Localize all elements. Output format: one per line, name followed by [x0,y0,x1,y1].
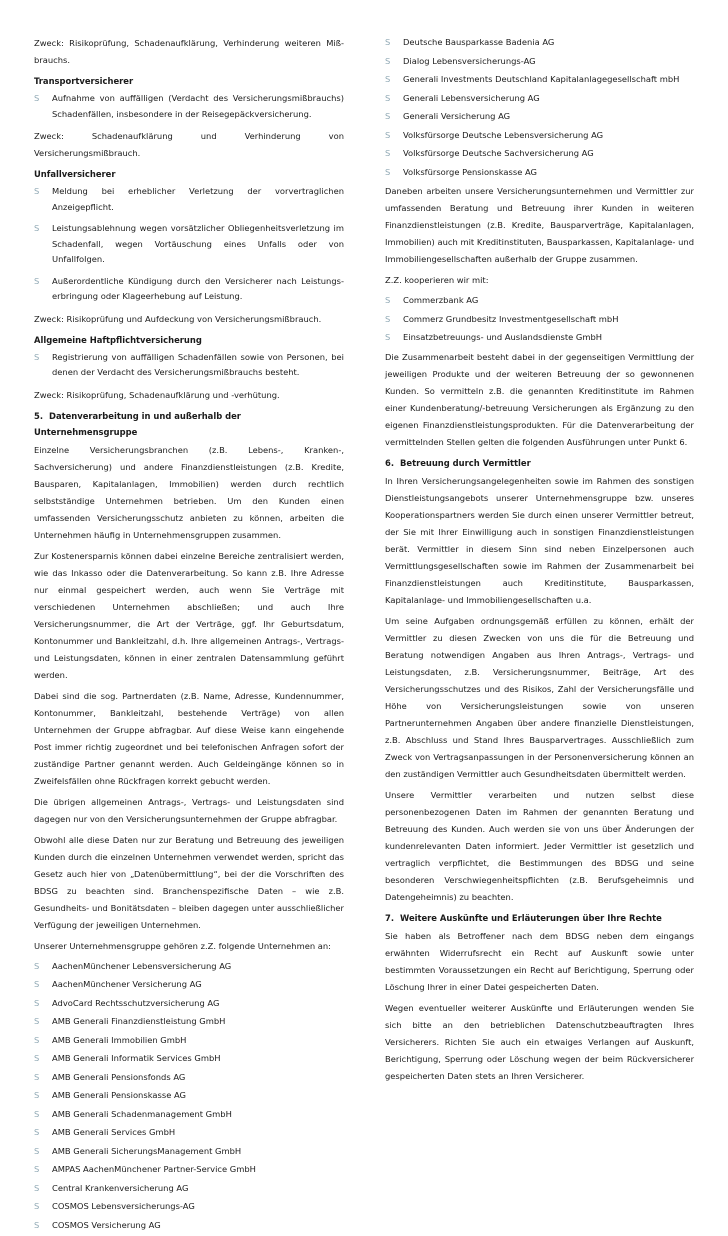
section7-paragraph-2: Wegen eventueller weiterer Auskünfte und Erläuterungen wenden Sie sich bitte an den betrieblichen Datenschutzbeauftragten Ihres Versicherers. Richten Sie auch ein etwaiges Verlangen auf Auskunft, Berichtigung, Sperrung oder Löschung wegen der beim Rückversicherer gespeicherten Daten stets an Ihren Versicherer. [385,1002,694,1081]
heading-liability: Allgemeine Haftpflichtversicherung [34,334,202,345]
bullet-marker: S [34,351,40,362]
list-item [385,72,694,88]
transport-list [34,91,344,122]
company-name: AMB Generali Immobilien GmbH [52,1034,187,1045]
list-item [385,109,694,125]
list-item [34,996,344,1012]
company-name: COSMOS Lebensversicherungs-AG [52,1201,195,1211]
bullet-marker: S [34,1071,40,1082]
list-item [385,330,694,346]
section5-paragraph-6: Unserer Unternehmensgruppe gehören z.Z. folgende Unternehmen an: [34,940,331,951]
bullet-marker: S [34,1016,40,1026]
section6-paragraph-1: In Ihren Versicherungsangelegenheiten sowie im Rahmen des sonstigen Dienstleistungsangebots unserer Unternehmensgruppe bzw. unseres Kooperationspartners werden Sie durch einen unserer Vermittler betreut, der Sie mit Ihrer Einwilligung auch in sonstigen Finanzdienstleistungen berät. Vermittler in diesem Sinn sind neben Einzelpersonen auch Vermittlungsgesellschaften sowie im Rahmen der Zusammenarbeit bei Finanzdienstleistungen auch Kreditinstitute, Bausparkassen, Kapitalanlage- und Immobiliengesellschaften u.a. [385,475,694,605]
section6-paragraph-3: Unsere Vermittler verarbeiten und nutzen selbst diese personenbezogenen Daten im Rahmen der genannten Beratung und Betreuung des Kunden. Auch werden sie von uns über Änderungen der kundenrelevanten Daten informiert. Jeder Vermittler ist gesetzlich und vertraglich verpflichtet, die Bestimmungen des BDSG und seine besonderen Verschwiegenheitspflichten (z.B. Berufsgeheimnis und Datengeheimnis) zu beachten. [385,789,694,902]
heading-section-7: 7. Weitere Auskünfte und Erläuterungen über Ihre Rechte [385,912,662,923]
company-name: COSMOS Versicherung AG [52,1219,161,1230]
section5-paragraph-4: Die übrigen allgemeinen Antrags-, Vertrags- und Leistungsdaten sind dagegen nur von den Versicherungsunternehmen der Gruppe abfragbar. [34,796,344,824]
list-item [385,165,694,181]
bullet-marker: S [385,129,391,140]
list-item: S Aufnahme von auffälligen (Verdacht des Versicherungsmißbrauchs) Schadenfällen, insbesondere in der Reisegepäckversicherung. [34,93,344,119]
bullet-marker: S [34,1219,40,1230]
heading-section-6: 6. Betreuung durch Vermittler [385,457,531,468]
company-name: Dialog Lebensversicherungs-AG [403,55,536,66]
left-column [34,35,344,1236]
company-name: AMB Generali Services GmbH [52,1127,176,1137]
list-item [34,1014,344,1030]
list-item [34,1051,344,1067]
company-name: Volksfürsorge Deutsche Lebensversicherung AG [403,129,604,140]
section7-paragraph-1: Sie haben als Betroffener nach dem BDSG neben dem eingangs erwähnten Widerrufsrecht ein Recht auf Auskunft sowie unter bestimmten Voraussetzungen ein Recht auf Berichtigung, Sperrung oder Löschung Ihrer in einer Datei gespeicherten Daten. [385,930,694,992]
accident-purpose: Zweck: Risikoprüfung und Aufdeckung von Versicherungsmißbrauch. [34,313,322,324]
paragraph-besides: Daneben arbeiten unsere Versicherungsunternehmen und Vermittler zur umfassenden Beratung und Betreuung ihrer Kunden in weiteren Finanzdienstleistungen (z.B. Kredite, Bausparverträge, Kapitalanlagen, Immobilien) auch mit Kreditinstituten, Bausparkassen, Kapitalanlage- und Immobiliengesellschaften außerhalb der Gruppe zusammen. [385,186,694,264]
transport-purpose: Zweck: Schadenaufklärung und Verhinderung von Versicherungsmißbrauch. [34,131,344,158]
bullet-marker: S [385,148,391,158]
heading-section-5: 5. Datenverarbeitung in und außerhalb der Unternehmensgruppe [34,410,241,437]
company-name: Generali Versicherung AG [403,111,511,121]
company-name: Einsatzbetreuungs- und Auslandsdienste GmbH [403,332,603,342]
bullet-marker: S [34,186,40,196]
company-name: Volksfürsorge Pensionskasse AG [403,166,538,177]
bullet-marker: S [385,166,391,177]
bullet-marker: S [34,979,40,989]
section5-paragraph-5: Obwohl alle diese Daten nur zur Beratung und Betreuung des jeweiligen Kunden durch die einzelnen Unternehmen verwendet werden, spricht das Gesetz auch hier von „Datenübermittlung“, bei der die Vorschriften des BDSG zu beachten sind. Branchenspezifische Daten – wie z.B. Gesundheits- und Bonitätsdaten – bleiben dagegen unter ausschließlicher Verfügung der jeweiligen Unternehmen. [34,834,344,930]
list-item [385,35,694,51]
bullet-marker: S [385,37,391,47]
company-name: AMB Generali Schadenmanagement GmbH [52,1108,232,1119]
list-item [34,1088,344,1104]
list-item [34,977,344,993]
company-name: Commerz Grundbesitz Investmentgesellschaft mbH [403,313,619,324]
bullet-marker: S [34,275,40,286]
institution-list [385,293,694,346]
list-item [34,1070,344,1086]
list-item: S Meldung bei erheblicher Verletzung der vorvertraglichen Anzeigepflicht. [34,186,344,212]
list-item [34,1199,344,1215]
company-name: Volksfürsorge Deutsche Sachversicherung AG [403,148,594,158]
company-name: AMB Generali Pensionsfonds AG [52,1071,186,1082]
company-name: AMB Generali Finanzdienstleistung GmbH [52,1016,226,1026]
list-item [34,1107,344,1123]
list-item: S Registrierung von auffälligen Schadenfällen sowie von Personen, bei denen der Verdacht des Versicherungsmißbrauchs besteht. [34,351,344,377]
list-item [34,1033,344,1049]
company-name: AMB Generali Pensionskasse AG [52,1090,187,1100]
company-name: Deutsche Bausparkasse Badenia AG [403,37,555,47]
right-column [385,35,694,1089]
bullet-marker: S [34,1108,40,1119]
company-name: AMPAS AachenMünchener Partner-Service GmbH [52,1164,256,1174]
bullet-marker: S [385,295,391,305]
list-item [385,312,694,328]
company-name: AMB Generali Informatik Services GmbH [52,1053,221,1063]
list-item: S Außerordentliche Kündigung durch den Versicherer nach Leistungserbringung oder Klageerhebung auf Leistung. [34,275,344,301]
company-name: Central Krankenversicherung AG [52,1182,189,1193]
list-item [385,146,694,162]
bullet-marker: S [385,313,391,324]
bullet-marker: S [34,1182,40,1193]
section6-paragraph-2: Um seine Aufgaben ordnungsgemäß erfüllen zu können, erhält der Vermittler zu diesen Zwecken von uns die für die Betreuung und Beratung notwendigen Angaben aus Ihren Antrags-, Vertrags- und Leistungsdaten, z.B. Versicherungsnummer, Beiträge, Art des Versicherungsschutzes und des Risikos, Zahl der Versicherungsfälle und Höhe von Versicherungsleistungen sowie von unseren Partnerunternehmen Angaben über andere finanzielle Dienstleistungen, z.B. Abschluss und Stand Ihres Bausparvertrages. Ausschließlich zum Zweck von Vertragsanpassungen in der Personenversicherung können an den zuständigen Vermittler auch Gesundheitsdaten übermittelt werden. [385,615,694,779]
section5-paragraph-2: Zur Kostenersparnis können dabei einzelne Bereiche zentralisiert werden, wie das Inkasso oder die Datenverarbeitung. So kann z.B. Ihre Adresse nur einmal gespeichert werden, auch wenn Sie Verträge mit verschiedenen Unternehmen abschließen; und auch Ihre Versicherungsnummer, die Art der Verträge, ggf. Ihr Geburtsdatum, Kontonummer und Bankleitzahl, d.h. Ihre allgemeinen Antrags-, Vertrags- und Leistungsdaten, können in einer zentralen Datensammlung geführt werden. [34,550,344,680]
list-item [34,1144,344,1160]
company-name: Commerzbank AG [403,295,479,305]
bullet-marker: S [385,332,391,342]
bullet-marker: S [385,92,391,103]
liability-list [34,350,344,381]
bullet-marker: S [34,1090,40,1100]
paragraph-cooperate: Z.Z. kooperieren wir mit: [385,275,489,285]
accident-list [34,184,344,305]
bullet-marker: S [34,997,40,1008]
list-item [34,1125,344,1141]
bullet-marker: S [34,1127,40,1137]
list-item [34,1218,344,1234]
heading-transport: Transportversicherer [34,76,134,86]
bullet-marker: S [385,74,391,84]
liability-purpose: Zweck: Risikoprüfung, Schadenaufklärung und -verhütung. [34,389,280,400]
company-list-right [385,35,694,180]
bullet-marker: S [385,111,391,121]
company-name: Generali Investments Deutschland Kapitalanlagegesellschaft mbH [403,74,680,84]
list-item [34,1181,344,1197]
list-item: S Leistungsablehnung wegen vorsätzlicher Obliegenheitsverletzung im Schadenfall, wegen Vortäuschung eines Unfalls oder von Unfallfolgen. [34,223,344,264]
bullet-marker: S [34,1053,40,1063]
list-item [385,293,694,309]
list-item [385,54,694,70]
bullet-marker: S [34,93,40,103]
list-item [385,128,694,144]
company-name: AachenMünchener Versicherung AG [52,979,202,989]
list-item [34,1162,344,1178]
company-name: AachenMünchener Lebensversicherung AG [52,960,232,971]
bullet-marker: S [34,960,40,971]
bullet-marker: S [34,223,40,233]
company-name: Generali Lebensversicherung AG [403,92,540,103]
bullet-marker: S [385,55,391,66]
bullet-marker: S [34,1034,40,1045]
bullet-marker: S [34,1145,40,1156]
paragraph-collaboration: Die Zusammenarbeit besteht dabei in der gegenseitigen Vermittlung der jeweiligen Produkte und der weiteren Betreuung der so gewonnenen Kunden. So vermitteln z.B. die genannten Kreditinstitute im Rahmen einer Kundenberatung/-betreuung Versicherungen als Ergänzung zu den eigenen Finanzdienstleistungsprodukten. Für die Datenverarbeitung der vermittelnden Stellen gelten die folgenden Ausführungen unter Punkt 6. [385,351,694,447]
bullet-marker: S [34,1164,40,1174]
section5-paragraph-3: Dabei sind die sog. Partnerdaten (z.B. Name, Adresse, Kundennummer, Kontonummer, Bankleitzahl, bestehende Verträge) von allen Unternehmen der Gruppe abfragbar. Auf diese Weise kann eingehende Post immer richtig zugeordnet und bei telefonischen Anfragen sofort der zuständige Partner genannt werden. Auch Geldeingänge können so in Zweifelsfällen ohne Rückfragen korrekt gebucht werden. [34,690,344,786]
company-name: AMB Generali SicherungsManagement GmbH [52,1145,242,1156]
company-name: AdvoCard Rechtsschutzversicherung AG [52,997,220,1008]
list-item [34,959,344,975]
intro-purpose: Zweck: Risikoprüfung, Schadenaufklärung, Verhinderung weiteren Mißbrauchs. [34,38,344,65]
company-list-left [34,959,344,1234]
section5-paragraph-1: Einzelne Versicherungsbranchen (z.B. Lebens-, Kranken-, Sachversicherung) und andere Finanzdienstleistungen (z.B. Kredite, Bausparen, Kapitalanlagen, Immobilien) werden durch rechtlich selbstständige Unternehmen betrieben. Um den Kunden einen umfassenden Versicherungsschutz anbieten zu können, arbeiten die Unternehmen häufig in Unternehmensgruppen zusammen. [34,444,344,540]
bullet-marker: S [34,1201,40,1211]
heading-accident: Unfallversicherer [34,169,116,179]
list-item [385,91,694,107]
